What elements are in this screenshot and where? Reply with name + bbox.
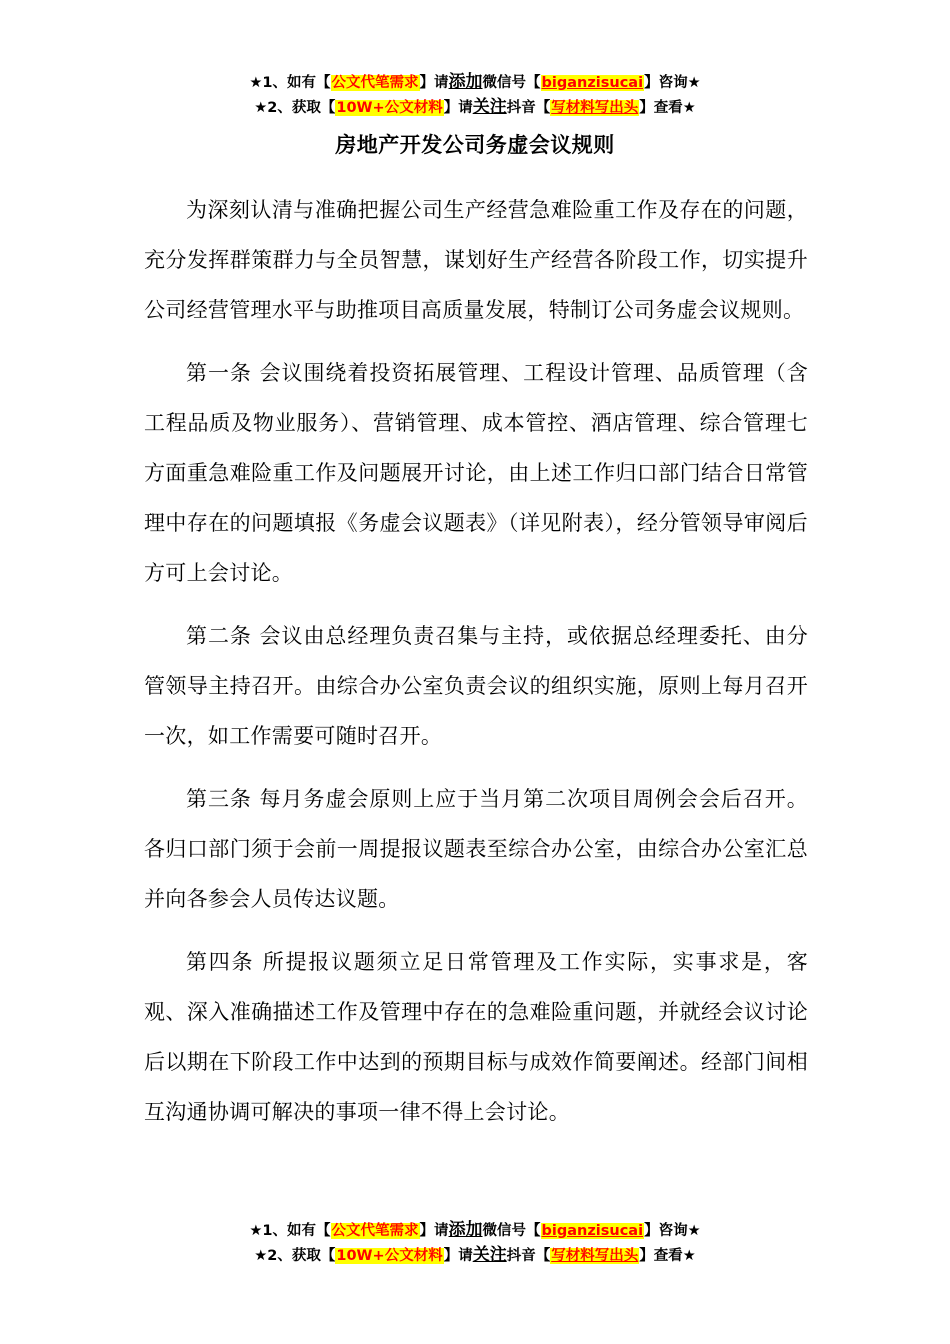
paragraph-article-2: 第二条 会议由总经理负责召集与主持，或依据总经理委托、由分管领导主持召开。由综合办公室负责会议的组织实施，原则上每月召开一次，如工作需要可随时召开。: [144, 624, 808, 748]
document-title: 房地产开发公司务虚会议规则: [335, 133, 615, 157]
bottom-banner: [0, 1218, 950, 1268]
banner-text: ★1、如有【: [249, 1223, 331, 1239]
paragraph-article-1: 第一条 会议围绕着投资拓展管理、工程设计管理、品质管理（含工程品质及物业服务）、营销管理、成本管控、酒店管理、综合管理七方面重急难险重工作及问题展开讨论，由上述工作归口部门结合日常管理中存在的问题填报《务虚会议题表》（详见附表），经分管领导审阅后方可上会讨论。: [144, 361, 808, 585]
banner-text: 】请: [419, 1223, 449, 1239]
banner-emphasis: 添加: [448, 72, 483, 92]
paragraph-article-3: 第三条 每月务虚会原则上应于当月第二次项目周例会会后召开。各归口部门须于会前一周提报议题表至综合办公室，由综合办公室汇总并向各参会人员传达议题。: [144, 787, 808, 911]
banner-text: 】请: [443, 1248, 473, 1264]
banner-highlight: 10W+公文材料: [336, 100, 443, 116]
banner-text: 】咨询★: [644, 1223, 701, 1239]
banner-line-2: [0, 1243, 950, 1268]
banner-text: ★2、获取【: [254, 100, 336, 116]
top-banner: [0, 70, 950, 120]
banner-douyin-id: 写材料写出头: [551, 100, 639, 116]
banner-text: 】请: [443, 100, 473, 116]
banner-emphasis: 添加: [448, 1220, 483, 1240]
banner-line-1: [0, 1218, 950, 1243]
paragraph-intro: 为深刻认清与准确把握公司生产经营急难险重工作及存在的问题，充分发挥群策群力与全员智慧，谋划好生产经营各阶段工作，切实提升公司经营管理水平与助推项目高质量发展，特制订公司务虚会议规则。: [144, 198, 808, 322]
banner-text: 】查看★: [639, 1248, 696, 1264]
banner-highlight: 10W+公文材料: [336, 1248, 443, 1264]
document-body: [144, 185, 808, 1150]
paragraph-article-4: 第四条 所提报议题须立足日常管理及工作实际，实事求是，客观、深入准确描述工作及管理中存在的急难险重问题，并就经会议讨论后以期在下阶段工作中达到的预期目标与成效作简要阐述。经部门间相互沟通协调可解决的事项一律不得上会讨论。: [144, 950, 808, 1124]
banner-text: 微信号【: [482, 75, 541, 91]
banner-text: 微信号【: [482, 1223, 541, 1239]
banner-highlight: 公文代笔需求: [331, 75, 419, 91]
banner-wechat-id: biganzisucai: [541, 75, 644, 91]
banner-text: 】查看★: [639, 100, 696, 116]
banner-text: 抖音【: [506, 1248, 551, 1264]
banner-emphasis: 关注: [472, 1245, 507, 1265]
banner-wechat-id: biganzisucai: [541, 1223, 644, 1239]
banner-douyin-id: 写材料写出头: [551, 1248, 639, 1264]
banner-text: 抖音【: [506, 100, 551, 116]
banner-text: 】咨询★: [644, 75, 701, 91]
banner-text: ★1、如有【: [249, 75, 331, 91]
banner-text: ★2、获取【: [254, 1248, 336, 1264]
banner-text: 】请: [419, 75, 449, 91]
banner-highlight: 公文代笔需求: [331, 1223, 419, 1239]
banner-line-2: [0, 95, 950, 120]
banner-emphasis: 关注: [472, 97, 507, 117]
banner-line-1: [0, 70, 950, 95]
